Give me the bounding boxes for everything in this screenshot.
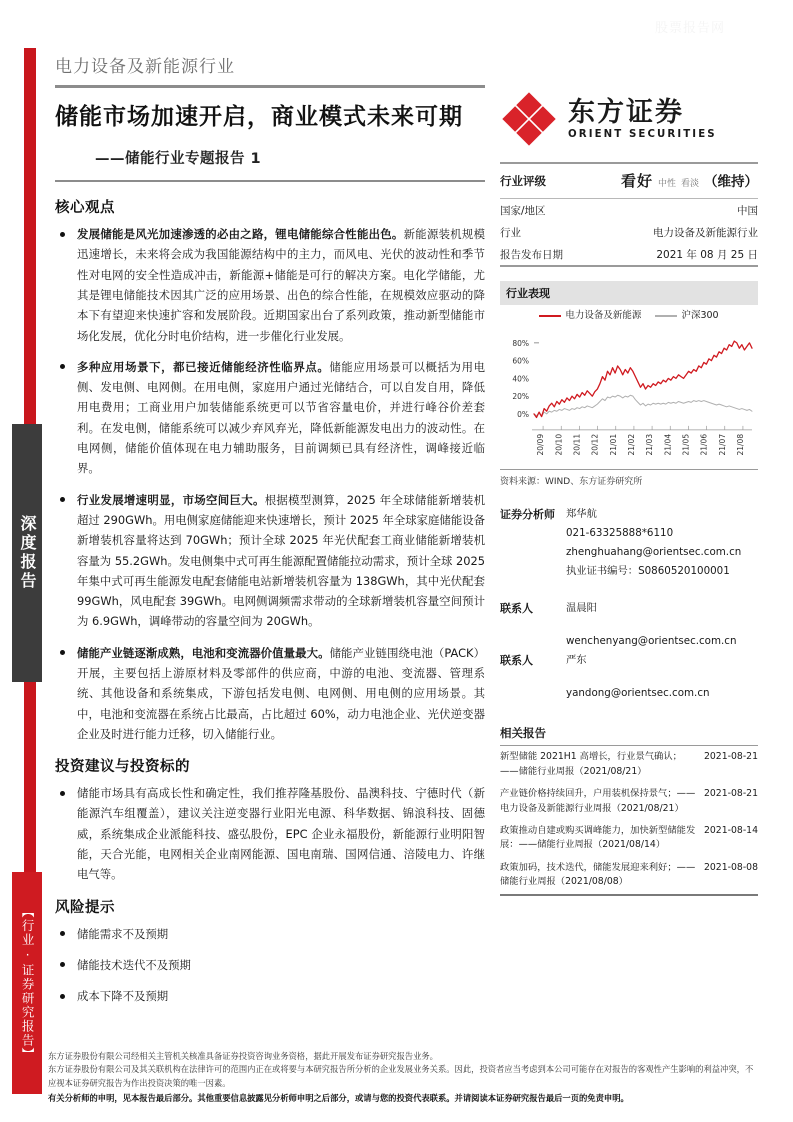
- core-view-heading: 核心观点: [55, 200, 115, 217]
- analyst-role: 证券分析师: [500, 508, 555, 521]
- contact-name: 严东: [566, 654, 587, 667]
- footer-line-2: 东方证券股份有限公司及其关联机构在法律许可的范围内正在或将要与本研究报告所分析的企业发展业务关系。因此，投资者应当考虑到本公司可能存在对报告的客观性产生影响的利益冲突，不应视本证券研究报告为作出投资决策的唯一因素。: [48, 1064, 754, 1088]
- main-content: [55, 52, 485, 1018]
- rating-negative: 看淡: [680, 179, 699, 189]
- bullet-body: 储能应用场景可以概括为用电侧、发电侧、电网侧。在用电侧，家庭用户通过光储结合，可以自发自用，降低用电费用；工商业用户加装储能系统更可以节省容量电价，并进行峰谷价差套利。在发电侧，储能系统可以减少弃风弃光，降低新能源发电出力的波动性。在电网侧，储能价值体现在电力辅助服务，目前调频已具有经济性，调峰接近临界。: [77, 359, 485, 476]
- industry-research-label: 【行业·证券研究报告】: [20, 904, 36, 1062]
- footer-line-1: 东方证券股份有限公司经相关主管机关核准具备证券投资咨询业务资格，据此开展发布证券研究报告业务。: [48, 1051, 438, 1061]
- rating-label: 行业评级: [500, 163, 581, 199]
- related-title[interactable]: 政策加码，技术迭代，储能发展迎来利好；——储能行业周报（2021/08/08）: [500, 857, 698, 895]
- svg-text:0%: 0%: [517, 409, 529, 419]
- sidebar: [500, 86, 758, 896]
- bullet-body: 储能产业链围绕电池（PACK）开展，主要包括上游原材料及零部件的供应商，中游的电池、变流器、管理系统、其他设备和系统集成，下游包括发电侧、电网侧、用电侧的应用场景。其中，电池和变流器在系统占比最高，占比超过 60%，动力电池企业、光伏逆变器企业及时进行能力迁移，切入储能行业。: [77, 645, 485, 741]
- analyst-name: 郑华航: [566, 508, 597, 520]
- rating-maintain: （维持）: [704, 174, 758, 190]
- rating-values: [581, 163, 758, 199]
- contact-email[interactable]: yandong@orientsec.com.cn: [566, 687, 710, 700]
- list-item: 储能需求不及预期: [55, 924, 485, 944]
- legend-swatch-icon: [655, 315, 677, 317]
- list-item: [55, 643, 485, 744]
- chart-source: 资料来源：WIND、东方证券研究所: [500, 469, 758, 487]
- risk-list: [55, 924, 485, 1007]
- page-subtitle: ——储能行业专题报告 1: [95, 151, 262, 168]
- contact-block-2: [500, 651, 758, 703]
- risk-heading: 风险提示: [55, 899, 115, 916]
- svg-text:21/03: 21/03: [645, 433, 655, 456]
- bullet-lead: 多种应用场景下，都已接近储能经济性临界点。: [77, 359, 330, 374]
- list-item: [55, 224, 485, 346]
- chart-panel-title: 行业表现: [500, 281, 758, 305]
- svg-text:40%: 40%: [512, 374, 529, 384]
- industry-performance-chart: [500, 330, 758, 465]
- bullet-lead: 行业发展增速明显，市场空间巨大。: [77, 492, 265, 507]
- bullet-body: 根据模型测算，2025 年全球储能新增装机超过 290GWh。用电侧家庭储能迎来快速增长，预计 2025 年全球家庭储能设备新增装机容量将达到 70GWh；预计全球 2025 年光伏配套工商业储能新增装机容量为 55.2GWh。发电侧集中式可再生能源配置储能拉动需求，预计全球 2025 年集中式可再生能源发电配套储能电站新增装机容量为 138GWh，其中光伏配套 99GWh，风电配套 39GWh。电网侧调频需求带动的全球新增装机容量空间预计为 6.9GWh，调峰带动的容量空间为 20GWh。: [77, 492, 485, 629]
- svg-text:21/05: 21/05: [681, 433, 691, 456]
- logo-text-cn: 东方证券: [568, 96, 684, 128]
- rating-table: [500, 162, 758, 267]
- analyst-email[interactable]: zhenghuahang@orientsec.com.cn: [566, 546, 742, 559]
- svg-text:20/12: 20/12: [590, 433, 600, 456]
- legend-item-1: [655, 307, 718, 321]
- svg-text:60%: 60%: [512, 356, 529, 366]
- list-item: 成本下降不及预期: [55, 986, 485, 1006]
- svg-text:21/08: 21/08: [735, 433, 745, 456]
- related-date: 2021-08-21: [703, 751, 758, 763]
- svg-text:20/11: 20/11: [572, 433, 582, 456]
- contact-row: [500, 651, 758, 703]
- contact-role: 联系人: [500, 654, 533, 668]
- table-row: [500, 221, 758, 243]
- svg-text:80%: 80%: [512, 338, 529, 348]
- brand-logo: [500, 86, 758, 152]
- related-date: 2021-08-14: [703, 825, 758, 836]
- related-title[interactable]: 产业链价格持续回升，户用装机保持景气；——电力设备及新能源行业周报（2021/08/21）: [500, 788, 696, 814]
- deep-report-label: 深度报告: [18, 515, 37, 591]
- bullet-lead: 发展储能是风光加速渗透的必由之路，锂电储能综合性能出色。: [77, 227, 404, 242]
- svg-text:20%: 20%: [512, 392, 529, 402]
- svg-text:21/04: 21/04: [663, 433, 673, 456]
- contact-row: [500, 599, 758, 651]
- deep-report-tab: [12, 424, 42, 682]
- contact-details: [566, 651, 758, 703]
- legend-item-0: [539, 307, 641, 321]
- list-item: 储能技术迭代不及预期: [55, 955, 485, 975]
- investment-list: [55, 783, 485, 884]
- contact-details: [566, 599, 758, 651]
- legend-label: 沪深300: [681, 310, 719, 321]
- svg-text:21/07: 21/07: [717, 433, 727, 456]
- industry-research-tab: [12, 872, 42, 1094]
- legend-swatch-icon: [539, 315, 561, 317]
- contact-email[interactable]: wenchenyang@orientsec.com.cn: [566, 635, 737, 648]
- related-reports-heading: 相关报告: [500, 725, 758, 746]
- svg-text:21/01: 21/01: [608, 433, 618, 456]
- analyst-phone: 021-63325888*6110: [566, 527, 674, 540]
- table-row[interactable]: [500, 746, 758, 783]
- logo-text-en: ORIENT SECURITIES: [568, 128, 717, 140]
- footer-disclaimer: [48, 1050, 760, 1106]
- related-title[interactable]: 新型储能 2021H1 高增长，行业景气确认；——储能行业周报（2021/08/21）: [500, 751, 682, 777]
- page-title: 储能市场加速开启，商业模式未来可期: [55, 104, 463, 130]
- table-row: [500, 163, 758, 199]
- investment-heading: 投资建议与投资标的: [55, 759, 190, 776]
- left-rail-red-top: [24, 48, 36, 418]
- list-item: [55, 490, 485, 632]
- table-row[interactable]: [500, 783, 758, 820]
- related-title[interactable]: 政策推动自建或购买调峰能力，加快新型储能发展：——储能行业周报（2021/08/14）: [500, 825, 696, 851]
- orient-securities-logo-icon: [500, 90, 558, 148]
- table-row[interactable]: [500, 857, 758, 895]
- contact-role: 联系人: [500, 602, 533, 616]
- row-key: 报告发布日期: [500, 243, 581, 266]
- chart-svg: [500, 330, 758, 465]
- industry-kicker: 电力设备及新能源行业: [55, 57, 235, 77]
- table-row: [500, 199, 758, 222]
- contact-block-1: [500, 599, 758, 651]
- list-item: 储能市场具有高成长性和确定性，我们推荐隆基股份、晶澳科技、宁德时代（新能源汽车组覆盖），建议关注逆变器行业阳光电源、科华数据、锦浪科技、固德威，系统集成企业派能科技、盛弘股份，EPC 企业永福股份，新能源行业明阳智能，天合光能，电网相关企业南网能源、国电南瑞、国网信通、涪陵电力、许继电气等。: [55, 783, 485, 884]
- row-key: 行业: [500, 226, 521, 239]
- watermark: 股票报告网: [655, 21, 726, 36]
- core-view-list: [55, 224, 485, 744]
- analyst-block: [500, 505, 758, 581]
- related-reports-table: [500, 746, 758, 895]
- svg-text:21/06: 21/06: [699, 433, 709, 456]
- row-value: 电力设备及新能源行业: [653, 226, 758, 239]
- row-value: 2021 年 08 月 25 日: [581, 243, 758, 266]
- rating-positive: 看好: [620, 172, 653, 190]
- divider-top: [55, 85, 485, 88]
- legend-label: 电力设备及新能源: [565, 310, 642, 321]
- rating-neutral: 中性: [657, 179, 676, 189]
- contact-name: 温晨阳: [566, 602, 597, 615]
- divider-under-title: [55, 180, 485, 182]
- analyst-license: 执业证书编号：S0860520100001: [566, 565, 730, 578]
- related-date: 2021-08-21: [703, 788, 758, 800]
- table-row: [500, 243, 758, 266]
- bullet-lead: 储能产业链逐渐成熟，电池和变流器价值量最大。: [77, 645, 330, 660]
- footer-line-3: 有关分析师的申明，见本报告最后部分。其他重要信息披露见分析师申明之后部分，或请与您的投资代表联系。并请阅读本证券研究报告最后一页的免责申明。: [48, 1093, 629, 1104]
- list-item: [55, 357, 485, 479]
- row-value: 中国: [737, 204, 758, 217]
- analyst-details: [566, 505, 758, 581]
- bullet-body: 新能源装机规模迅速增长，未来将会成为我国能源结构中的主力，而风电、光伏的波动性和季节性对电网的安全性造成冲击，新能源+储能是可行的解决方案。电化学储能，尤其是锂电储能技术因其广泛的应用场景、出色的综合性能，在规模效应驱动的降本下有望迎来快速扩容和发展阶段。近期国家出台了系列政策，推动新型储能市场化发展，优化分时电价结构，进一步催化行业发展。: [77, 227, 485, 343]
- left-rail-red-mid: [24, 682, 36, 872]
- svg-text:20/10: 20/10: [554, 433, 564, 456]
- analyst-row: [500, 505, 758, 581]
- svg-text:21/02: 21/02: [626, 433, 636, 456]
- chart-legend: [500, 305, 758, 324]
- svg-text:20/09: 20/09: [536, 433, 546, 456]
- related-date: 2021-08-08: [698, 857, 758, 895]
- table-row[interactable]: [500, 820, 758, 857]
- row-key: 国家/地区: [500, 204, 546, 217]
